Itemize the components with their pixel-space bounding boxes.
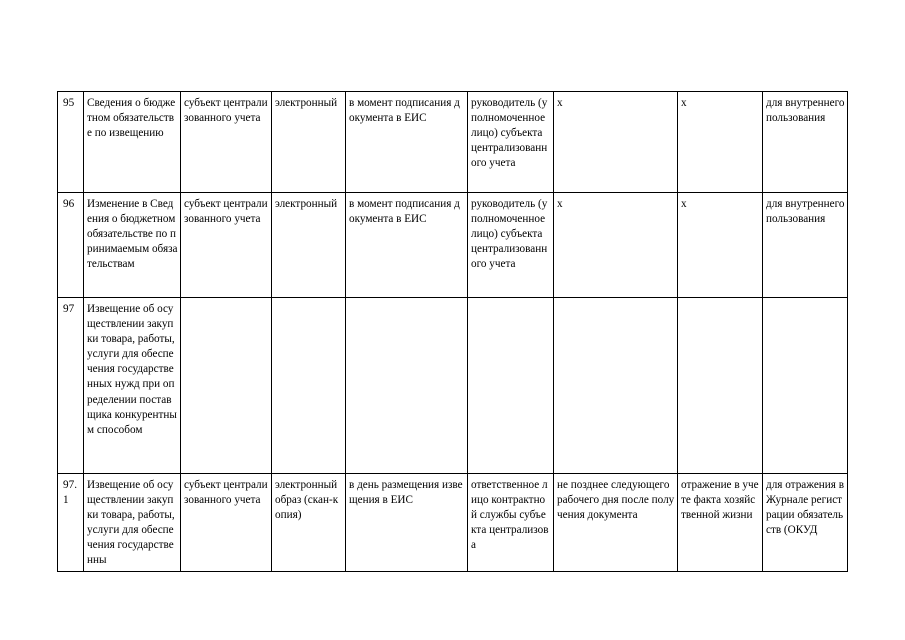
purpose-cell bbox=[763, 298, 848, 474]
responsible-cell: руководитель (уполномоченное лицо) субъекта централизованного учета bbox=[468, 92, 554, 193]
reflection-cell bbox=[678, 298, 763, 474]
subject-cell bbox=[181, 298, 272, 474]
subject-cell: субъект централизованного учета bbox=[181, 474, 272, 572]
responsible-cell: ответственное лицо контрактной службы субъекта централизова bbox=[468, 474, 554, 572]
row-number-cell: 96 bbox=[58, 193, 84, 298]
form-cell bbox=[272, 298, 346, 474]
time-cell bbox=[346, 298, 468, 474]
row-number-cell: 97.1 bbox=[58, 474, 84, 572]
subject-cell: субъект централизованного учета bbox=[181, 92, 272, 193]
time-cell: в момент подписания документа в ЕИС bbox=[346, 193, 468, 298]
document-table bbox=[57, 91, 848, 572]
time-cell: в момент подписания документа в ЕИС bbox=[346, 92, 468, 193]
purpose-cell: для внутреннего пользования bbox=[763, 92, 848, 193]
row-number-cell: 95 bbox=[58, 92, 84, 193]
deadline-cell: х bbox=[554, 193, 678, 298]
reflection-cell: отражение в учете факта хозяйственной жизни bbox=[678, 474, 763, 572]
subject-cell: субъект централизованного учета bbox=[181, 193, 272, 298]
form-cell: электронный bbox=[272, 193, 346, 298]
form-cell: электронный образ (скан-копия) bbox=[272, 474, 346, 572]
responsible-cell bbox=[468, 298, 554, 474]
responsible-cell: руководитель (уполномоченное лицо) субъекта централизованного учета bbox=[468, 193, 554, 298]
document-name-cell: Изменение в Сведения о бюджетном обязательстве по принимаемым обязательствам bbox=[84, 193, 181, 298]
document-name-cell: Извещение об осуществлении закупки товара, работы, услуги для обеспечения государственны bbox=[84, 474, 181, 572]
purpose-cell: для внутреннего пользования bbox=[763, 193, 848, 298]
purpose-cell: для отражения в Журнале регистрации обязательств (ОКУД bbox=[763, 474, 848, 572]
row-number-cell: 97 bbox=[58, 298, 84, 474]
reflection-cell: х bbox=[678, 92, 763, 193]
deadline-cell: х bbox=[554, 92, 678, 193]
table-row bbox=[58, 193, 848, 298]
deadline-cell bbox=[554, 298, 678, 474]
time-cell: в день размещения извещения в ЕИС bbox=[346, 474, 468, 572]
document-name-cell: Извещение об осуществлении закупки товара, работы, услуги для обеспечения государственных нужд при определении поставщика конкурентным способом bbox=[84, 298, 181, 474]
reflection-cell: х bbox=[678, 193, 763, 298]
deadline-cell: не позднее следующего рабочего дня после получения документа bbox=[554, 474, 678, 572]
document-name-cell: Сведения о бюджетном обязательстве по извещению bbox=[84, 92, 181, 193]
table-row bbox=[58, 474, 848, 572]
table-row bbox=[58, 298, 848, 474]
form-cell: электронный bbox=[272, 92, 346, 193]
table-row bbox=[58, 92, 848, 193]
